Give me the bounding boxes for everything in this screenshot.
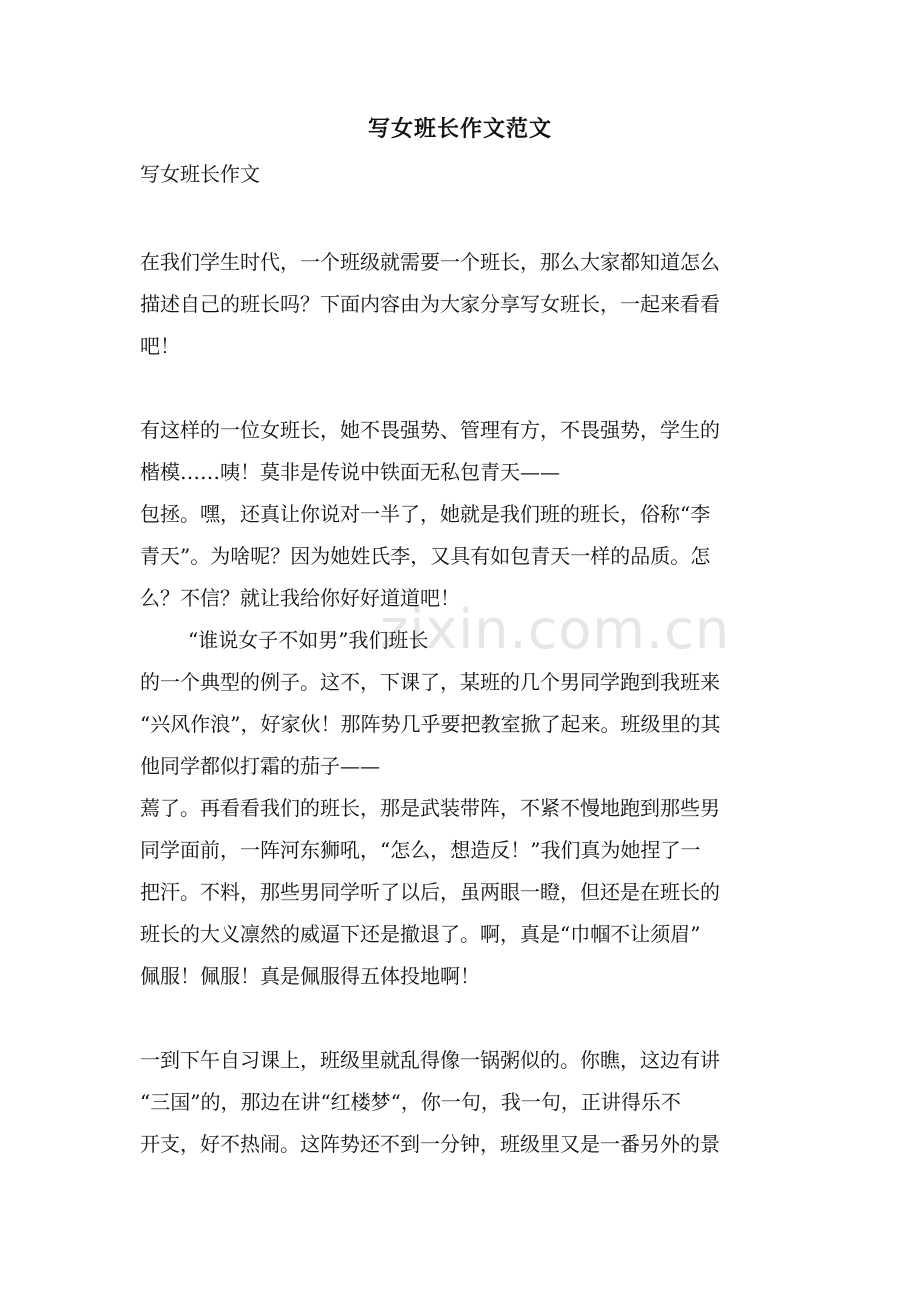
paragraph-line: 他同学都似打霜的茄子—— bbox=[140, 754, 380, 778]
paragraph-line: 同学面前，一阵河东狮吼，“怎么，想造反！”我们真为她捏了一 bbox=[140, 838, 701, 862]
paragraph-line: 楷模……咦！莫非是传说中铁面无私包青天—— bbox=[140, 460, 560, 484]
paragraph-line: 吧！ bbox=[140, 334, 180, 358]
paragraph-line: 在我们学生时代，一个班级就需要一个班长，那么大家都知道怎么 bbox=[140, 250, 720, 274]
paragraph-line: 佩服！佩服！真是佩服得五体投地啊！ bbox=[140, 964, 480, 988]
paragraph-line: 的一个典型的例子。这不，下课了，某班的几个男同学跑到我班来 bbox=[140, 670, 720, 694]
paragraph-line: 把汗。不料，那些男同学听了以后，虽两眼一瞪，但还是在班长的 bbox=[140, 880, 720, 904]
paragraph-line: 么？不信？就让我给你好好道道吧！ bbox=[140, 586, 460, 610]
document-subtitle: 写女班长作文 bbox=[140, 162, 260, 186]
paragraph-line: 蔫了。再看看我们的班长，那是武装带阵，不紧不慢地跑到那些男 bbox=[140, 796, 720, 820]
document-title: 写女班长作文范文 bbox=[367, 116, 552, 142]
paragraph-line: “三国”的，那边在讲“红楼梦“，你一句，我一句，正讲得乐不 bbox=[140, 1090, 681, 1114]
paragraph-line: 开支，好不热闹。这阵势还不到一分钟，班级里又是一番另外的景 bbox=[140, 1132, 720, 1156]
paragraph-line: 描述自己的班长吗？下面内容由为大家分享写女班长，一起来看看 bbox=[140, 292, 720, 316]
paragraph-line: 有这样的一位女班长，她不畏强势、管理有方，不畏强势，学生的 bbox=[140, 418, 720, 442]
paragraph-line: “兴风作浪”，好家伙！那阵势几乎要把教室掀了起来。班级里的其 bbox=[140, 712, 721, 736]
paragraph-line: 包拯。嘿，还真让你说对一半了，她就是我们班的班长，俗称“李 bbox=[140, 502, 711, 526]
paragraph-line: 青天”。为啥呢？因为她姓氏李，又具有如包青天一样的品质。怎 bbox=[140, 544, 711, 568]
watermark: zixin.com.cn bbox=[380, 598, 731, 661]
paragraph-line: “谁说女子不如男”我们班长 bbox=[188, 628, 429, 652]
paragraph-line: 一到下午自习课上，班级里就乱得像一锅粥似的。你瞧，这边有讲 bbox=[140, 1048, 720, 1072]
paragraph-line: 班长的大义凛然的威逼下还是撤退了。啊，真是“巾帼不让须眉” bbox=[140, 922, 701, 946]
